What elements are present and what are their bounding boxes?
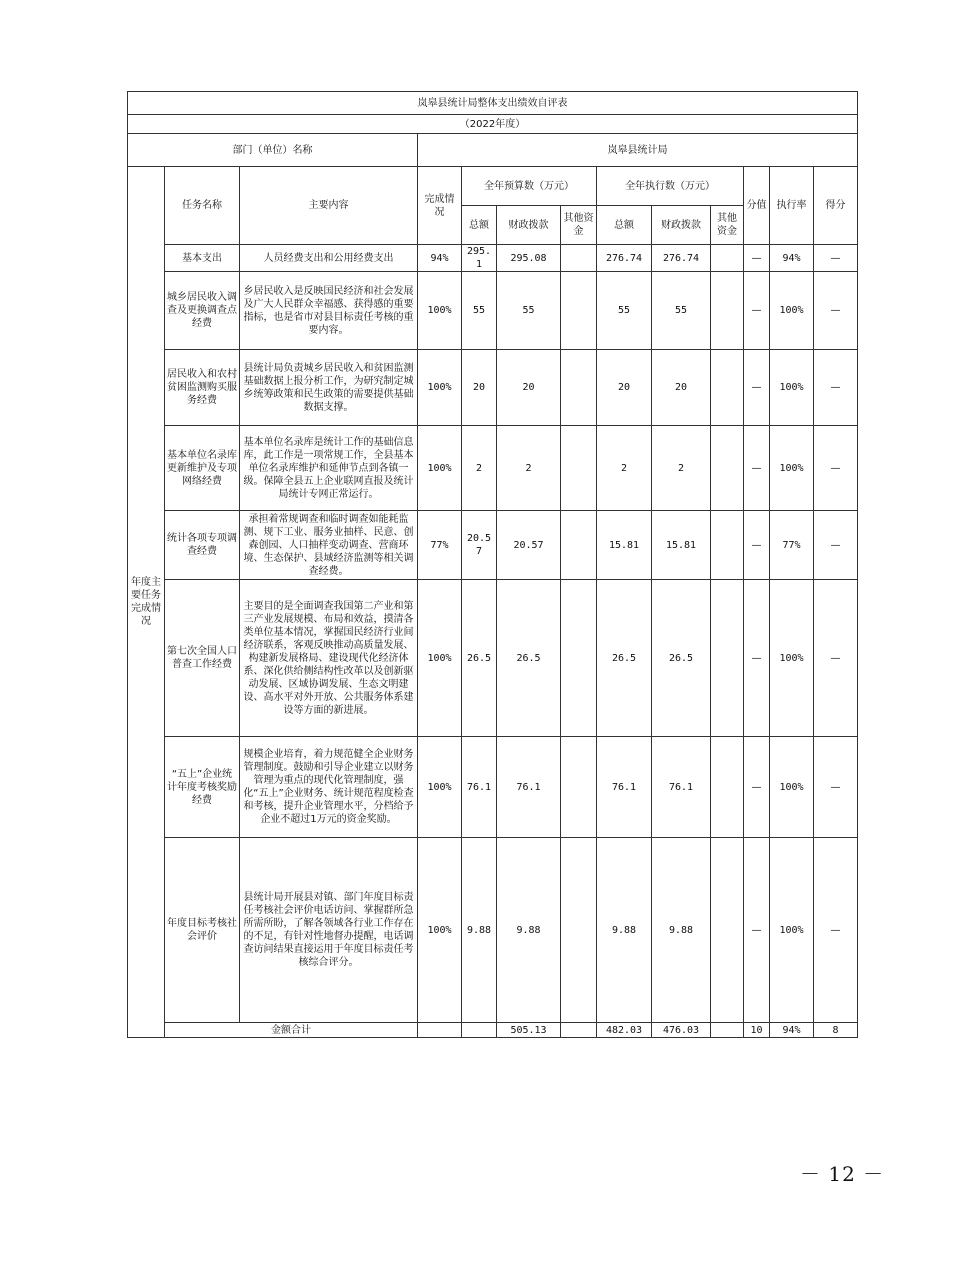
row-completion: 94% — [418, 245, 462, 272]
row-budget-other — [561, 737, 597, 838]
row-task: 基本支出 — [165, 245, 240, 272]
row-score: — — [814, 511, 858, 580]
row-completion: 100% — [418, 737, 462, 838]
row-score-value: — — [744, 426, 770, 511]
page-number: － 12 － — [800, 1162, 885, 1186]
dept-name: 岚皋县统计局 — [418, 134, 858, 167]
total-exec-total: 482.03 — [597, 1023, 652, 1038]
table-row — [128, 838, 858, 1023]
row-exec-rate: 100% — [770, 838, 814, 1023]
row-score-value: — — [744, 838, 770, 1023]
header-content: 主要内容 — [240, 167, 418, 245]
table-row — [128, 511, 858, 580]
total-score: 8 — [814, 1023, 858, 1038]
row-exec-other — [711, 272, 744, 350]
row-exec-other — [711, 511, 744, 580]
header-exec-total: 总额 — [597, 206, 652, 245]
header-score-value: 分值 — [744, 167, 770, 245]
row-score-value: — — [744, 245, 770, 272]
table-title: 岚皋县统计局整体支出绩效自评表 — [128, 92, 858, 115]
table-row — [128, 426, 858, 511]
row-exec-fiscal: 15.81 — [652, 511, 711, 580]
row-budget-other — [561, 580, 597, 737]
row-score-value: — — [744, 737, 770, 838]
total-completion — [418, 1023, 462, 1038]
total-score-value: 10 — [744, 1023, 770, 1038]
row-completion: 100% — [418, 350, 462, 426]
row-exec-rate: 100% — [770, 272, 814, 350]
row-exec-other — [711, 426, 744, 511]
header-completion: 完成情况 — [418, 167, 462, 245]
total-budget-fiscal: 505.13 — [497, 1023, 561, 1038]
table-row — [128, 737, 858, 838]
header-exec-other: 其他资金 — [711, 206, 744, 245]
row-task: 基本单位名录库更新维护及专项网络经费 — [165, 426, 240, 511]
row-exec-rate: 100% — [770, 350, 814, 426]
row-exec-fiscal: 26.5 — [652, 580, 711, 737]
header-score: 得分 — [814, 167, 858, 245]
row-completion: 100% — [418, 272, 462, 350]
row-content: 基本单位名录库是统计工作的基础信息库，此工作是一项常规工作，全县基本单位名录库维护和延伸节点到各镇一级。保障全县五上企业联网直报及统计局统计专网正常运行。 — [240, 426, 418, 511]
row-task: 年度目标考核社会评价 — [165, 838, 240, 1023]
row-budget-total: 20.57 — [462, 511, 497, 580]
row-budget-total: 76.1 — [462, 737, 497, 838]
dept-label: 部门（单位）名称 — [128, 134, 418, 167]
row-task: 城乡居民收入调查及更换调查点经费 — [165, 272, 240, 350]
table-year: （2022年度） — [128, 115, 858, 134]
row-exec-total: 76.1 — [597, 737, 652, 838]
row-completion: 100% — [418, 838, 462, 1023]
row-task: “五上”企业统计年度考核奖励经费 — [165, 737, 240, 838]
row-exec-total: 55 — [597, 272, 652, 350]
row-budget-other — [561, 838, 597, 1023]
row-exec-other — [711, 580, 744, 737]
header-budget-other: 其他资金 — [561, 206, 597, 245]
row-exec-other — [711, 350, 744, 426]
row-content: 人员经费支出和公用经费支出 — [240, 245, 418, 272]
table-row — [128, 272, 858, 350]
row-score-value: — — [744, 580, 770, 737]
table-row — [128, 245, 858, 272]
header-exec: 全年执行数（万元） — [597, 167, 744, 206]
table-row — [128, 350, 858, 426]
header-exec-rate: 执行率 — [770, 167, 814, 245]
row-task: 居民收入和农村贫困监测购买服务经费 — [165, 350, 240, 426]
row-score: — — [814, 737, 858, 838]
row-budget-fiscal: 20.57 — [497, 511, 561, 580]
row-content: 县统计局开展县对镇、部门年度目标责任考核社会评价电话访问、掌握群所急所需所盼，了解各领域各行业工作存在的不足，有针对性地督办提醒，电话调查访问结果直接运用于年度目标责任考核综合评分。 — [240, 838, 418, 1023]
row-budget-other — [561, 511, 597, 580]
header-budget: 全年预算数（万元） — [462, 167, 597, 206]
row-score: — — [814, 580, 858, 737]
row-budget-total: 9.88 — [462, 838, 497, 1023]
row-budget-other — [561, 245, 597, 272]
row-score-value: — — [744, 350, 770, 426]
row-content: 县统计局负责城乡居民收入和贫困监测基础数据上报分析工作，为研究制定城乡统筹政策和民生政策的需要提供基础数据支撑。 — [240, 350, 418, 426]
row-budget-total: 55 — [462, 272, 497, 350]
row-exec-fiscal: 2 — [652, 426, 711, 511]
row-completion: 100% — [418, 426, 462, 511]
row-exec-fiscal: 55 — [652, 272, 711, 350]
row-exec-other — [711, 737, 744, 838]
total-label: 金额合计 — [165, 1023, 418, 1038]
total-row — [128, 1023, 858, 1038]
table-row — [128, 580, 858, 737]
header-exec-fiscal: 财政拨款 — [652, 206, 711, 245]
row-score-value: — — [744, 272, 770, 350]
row-score: — — [814, 838, 858, 1023]
row-exec-fiscal: 76.1 — [652, 737, 711, 838]
row-budget-other — [561, 272, 597, 350]
row-exec-other — [711, 245, 744, 272]
row-exec-total: 276.74 — [597, 245, 652, 272]
row-budget-fiscal: 9.88 — [497, 838, 561, 1023]
total-exec-fiscal: 476.03 — [652, 1023, 711, 1038]
row-exec-rate: 100% — [770, 426, 814, 511]
total-exec-other — [711, 1023, 744, 1038]
header-budget-fiscal: 财政拨款 — [497, 206, 561, 245]
row-exec-other — [711, 838, 744, 1023]
row-budget-total: 2 — [462, 426, 497, 511]
row-exec-rate: 100% — [770, 737, 814, 838]
section-label: 年度主要任务完成情况 — [128, 167, 165, 1038]
total-budget-other — [561, 1023, 597, 1038]
row-exec-fiscal: 276.74 — [652, 245, 711, 272]
row-score: — — [814, 245, 858, 272]
row-exec-rate: 77% — [770, 511, 814, 580]
row-score: — — [814, 426, 858, 511]
row-completion: 100% — [418, 580, 462, 737]
row-content: 承担着常规调查和临时调查如能耗监测、规下工业、服务业抽样、民意、创森创园、人口抽样变动调查、营商环境、生态保护、县域经济监测等相关调查经费。 — [240, 511, 418, 580]
row-budget-other — [561, 350, 597, 426]
total-exec-rate: 94% — [770, 1023, 814, 1038]
row-content: 主要目的是全面调查我国第二产业和第三产业发展规模、布局和效益，摸清各类单位基本情况，掌握国民经济行业间经济联系，客观反映推动高质量发展、构建新发展格局、建设现代化经济体系、深化供给侧结构性改革以及创新驱动发展、区域协调发展、生态文明建设、高水平对外开放、公共服务体系建设等方面的新进展。 — [240, 580, 418, 737]
row-exec-total: 20 — [597, 350, 652, 426]
row-budget-fiscal: 55 — [497, 272, 561, 350]
row-content: 规模企业培育，着力规范健全企业财务管理制度。鼓励和引导企业建立以财务管理为重点的现代化管理制度，强化“五上”企业财务、统计规范程度检查和考核，提升企业管理水平，分档给予企业不超过1万元的资金奖励。 — [240, 737, 418, 838]
row-exec-total: 26.5 — [597, 580, 652, 737]
row-budget-fiscal: 2 — [497, 426, 561, 511]
row-task: 统计各项专项调查经费 — [165, 511, 240, 580]
total-budget-total — [462, 1023, 497, 1038]
header-budget-total: 总额 — [462, 206, 497, 245]
row-budget-fiscal: 295.08 — [497, 245, 561, 272]
row-budget-total: 295.1 — [462, 245, 497, 272]
row-score-value: — — [744, 511, 770, 580]
row-budget-total: 20 — [462, 350, 497, 426]
row-completion: 77% — [418, 511, 462, 580]
row-budget-total: 26.5 — [462, 580, 497, 737]
row-content: 乡居民收入是反映国民经济和社会发展及广大人民群众幸福感、获得感的重要指标，也是省市对县目标责任考核的重要内容。 — [240, 272, 418, 350]
row-score: — — [814, 350, 858, 426]
row-budget-fiscal: 26.5 — [497, 580, 561, 737]
row-exec-fiscal: 9.88 — [652, 838, 711, 1023]
row-budget-fiscal: 76.1 — [497, 737, 561, 838]
row-exec-total: 9.88 — [597, 838, 652, 1023]
row-exec-rate: 94% — [770, 245, 814, 272]
row-budget-fiscal: 20 — [497, 350, 561, 426]
row-exec-total: 2 — [597, 426, 652, 511]
header-task: 任务名称 — [165, 167, 240, 245]
row-exec-rate: 100% — [770, 580, 814, 737]
row-budget-other — [561, 426, 597, 511]
performance-evaluation-table — [127, 91, 858, 1038]
row-exec-fiscal: 20 — [652, 350, 711, 426]
row-exec-total: 15.81 — [597, 511, 652, 580]
row-score: — — [814, 272, 858, 350]
row-task: 第七次全国人口普查工作经费 — [165, 580, 240, 737]
